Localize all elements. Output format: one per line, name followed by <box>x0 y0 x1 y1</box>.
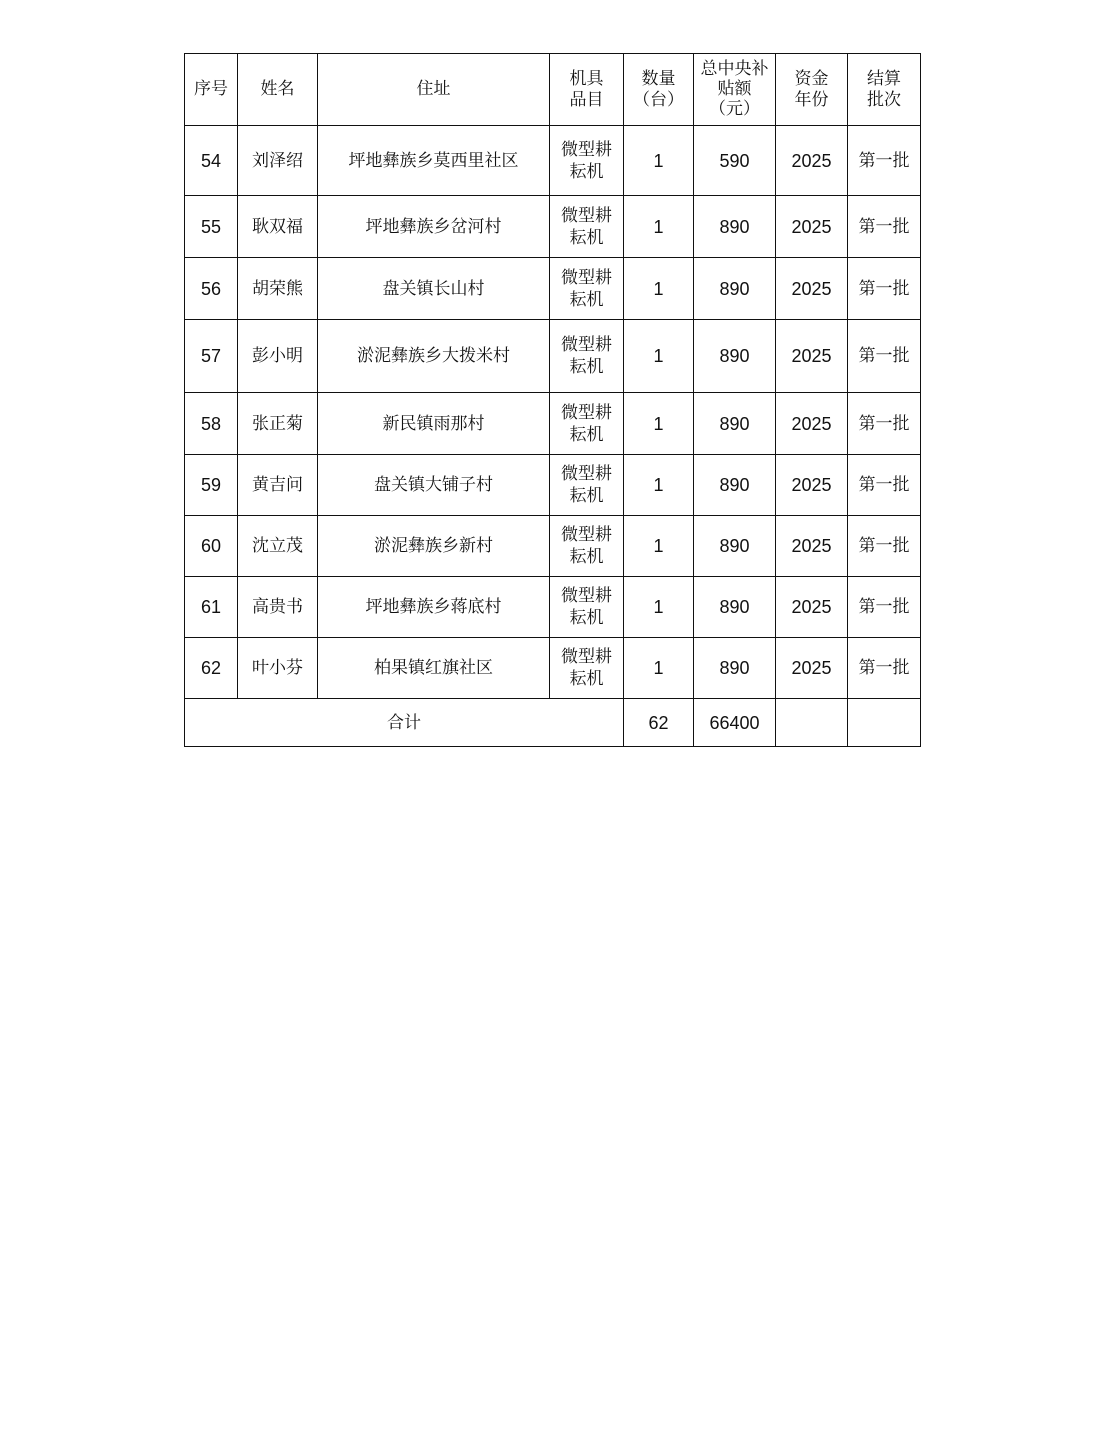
total-year-empty <box>776 699 848 747</box>
table-header-row <box>185 54 921 126</box>
cell-item <box>550 638 624 699</box>
table-row <box>185 577 921 638</box>
cell-name: 刘泽绍 <box>238 126 318 196</box>
header-year <box>776 54 848 126</box>
cell-address: 坪地彝族乡岔河村 <box>318 196 550 258</box>
cell-seq: 61 <box>185 577 238 638</box>
table-row <box>185 196 921 258</box>
cell-seq: 60 <box>185 516 238 577</box>
cell-batch: 第一批 <box>848 393 921 455</box>
cell-seq: 56 <box>185 258 238 320</box>
cell-item-text: 微型耕耘机 <box>561 525 612 567</box>
cell-amount: 890 <box>694 516 776 577</box>
total-row <box>185 699 921 747</box>
cell-name: 张正菊 <box>238 393 318 455</box>
cell-seq: 59 <box>185 455 238 516</box>
cell-year: 2025 <box>776 516 848 577</box>
table-row <box>185 320 921 393</box>
cell-qty: 1 <box>624 393 694 455</box>
table-row <box>185 258 921 320</box>
cell-batch: 第一批 <box>848 258 921 320</box>
header-amount <box>694 54 776 126</box>
total-qty: 62 <box>624 699 694 747</box>
cell-seq: 57 <box>185 320 238 393</box>
table-row <box>185 126 921 196</box>
cell-batch: 第一批 <box>848 126 921 196</box>
cell-amount: 890 <box>694 393 776 455</box>
header-qty-text: 数量（台） <box>633 68 684 110</box>
total-label: 合计 <box>185 699 624 747</box>
cell-year: 2025 <box>776 393 848 455</box>
cell-qty: 1 <box>624 638 694 699</box>
cell-year: 2025 <box>776 455 848 516</box>
cell-qty: 1 <box>624 196 694 258</box>
cell-amount: 890 <box>694 258 776 320</box>
cell-name: 叶小芬 <box>238 638 318 699</box>
cell-item <box>550 196 624 258</box>
header-qty <box>624 54 694 126</box>
cell-seq: 54 <box>185 126 238 196</box>
header-item-text: 机具品目 <box>569 68 604 110</box>
header-amount-text: 总中央补贴额（元） <box>700 59 769 119</box>
cell-year: 2025 <box>776 638 848 699</box>
cell-qty: 1 <box>624 320 694 393</box>
cell-item <box>550 258 624 320</box>
cell-address: 淤泥彝族乡大拨米村 <box>318 320 550 393</box>
cell-year: 2025 <box>776 126 848 196</box>
subsidy-table <box>184 53 921 747</box>
cell-amount: 890 <box>694 320 776 393</box>
cell-item-text: 微型耕耘机 <box>561 464 612 506</box>
cell-item <box>550 455 624 516</box>
cell-qty: 1 <box>624 577 694 638</box>
cell-address: 盘关镇大铺子村 <box>318 455 550 516</box>
total-amount: 66400 <box>694 699 776 747</box>
cell-batch: 第一批 <box>848 196 921 258</box>
cell-item-text: 微型耕耘机 <box>561 267 612 310</box>
cell-seq: 55 <box>185 196 238 258</box>
header-name: 姓名 <box>238 54 318 126</box>
cell-address: 坪地彝族乡莫西里社区 <box>318 126 550 196</box>
header-seq: 序号 <box>185 54 238 126</box>
cell-item-text: 微型耕耘机 <box>561 647 612 689</box>
cell-qty: 1 <box>624 516 694 577</box>
header-batch-text: 结算批次 <box>867 68 901 110</box>
cell-amount: 890 <box>694 577 776 638</box>
cell-qty: 1 <box>624 126 694 196</box>
cell-batch: 第一批 <box>848 577 921 638</box>
cell-year: 2025 <box>776 577 848 638</box>
cell-item <box>550 516 624 577</box>
cell-amount: 590 <box>694 126 776 196</box>
cell-item <box>550 320 624 393</box>
header-batch <box>848 54 921 126</box>
cell-item-text: 微型耕耘机 <box>561 139 612 182</box>
cell-amount: 890 <box>694 196 776 258</box>
cell-item <box>550 126 624 196</box>
cell-name: 高贵书 <box>238 577 318 638</box>
header-year-text: 资金年份 <box>794 68 829 110</box>
cell-address: 坪地彝族乡蒋底村 <box>318 577 550 638</box>
cell-batch: 第一批 <box>848 638 921 699</box>
table-row <box>185 393 921 455</box>
cell-batch: 第一批 <box>848 455 921 516</box>
cell-qty: 1 <box>624 258 694 320</box>
cell-batch: 第一批 <box>848 516 921 577</box>
header-item <box>550 54 624 126</box>
cell-item-text: 微型耕耘机 <box>561 335 612 377</box>
table-row <box>185 516 921 577</box>
cell-amount: 890 <box>694 455 776 516</box>
cell-item <box>550 393 624 455</box>
cell-year: 2025 <box>776 196 848 258</box>
cell-year: 2025 <box>776 320 848 393</box>
cell-seq: 58 <box>185 393 238 455</box>
cell-qty: 1 <box>624 455 694 516</box>
cell-name: 彭小明 <box>238 320 318 393</box>
header-address: 住址 <box>318 54 550 126</box>
cell-item-text: 微型耕耘机 <box>561 205 612 248</box>
cell-name: 沈立茂 <box>238 516 318 577</box>
cell-name: 耿双福 <box>238 196 318 258</box>
cell-address: 盘关镇长山村 <box>318 258 550 320</box>
cell-seq: 62 <box>185 638 238 699</box>
cell-year: 2025 <box>776 258 848 320</box>
cell-amount: 890 <box>694 638 776 699</box>
cell-item-text: 微型耕耘机 <box>561 402 612 445</box>
table-row <box>185 455 921 516</box>
total-batch-empty <box>848 699 921 747</box>
cell-item-text: 微型耕耘机 <box>561 586 612 628</box>
cell-item <box>550 577 624 638</box>
cell-address: 淤泥彝族乡新村 <box>318 516 550 577</box>
cell-name: 黄吉问 <box>238 455 318 516</box>
cell-batch: 第一批 <box>848 320 921 393</box>
cell-address: 柏果镇红旗社区 <box>318 638 550 699</box>
cell-address: 新民镇雨那村 <box>318 393 550 455</box>
table-row <box>185 638 921 699</box>
cell-name: 胡荣熊 <box>238 258 318 320</box>
